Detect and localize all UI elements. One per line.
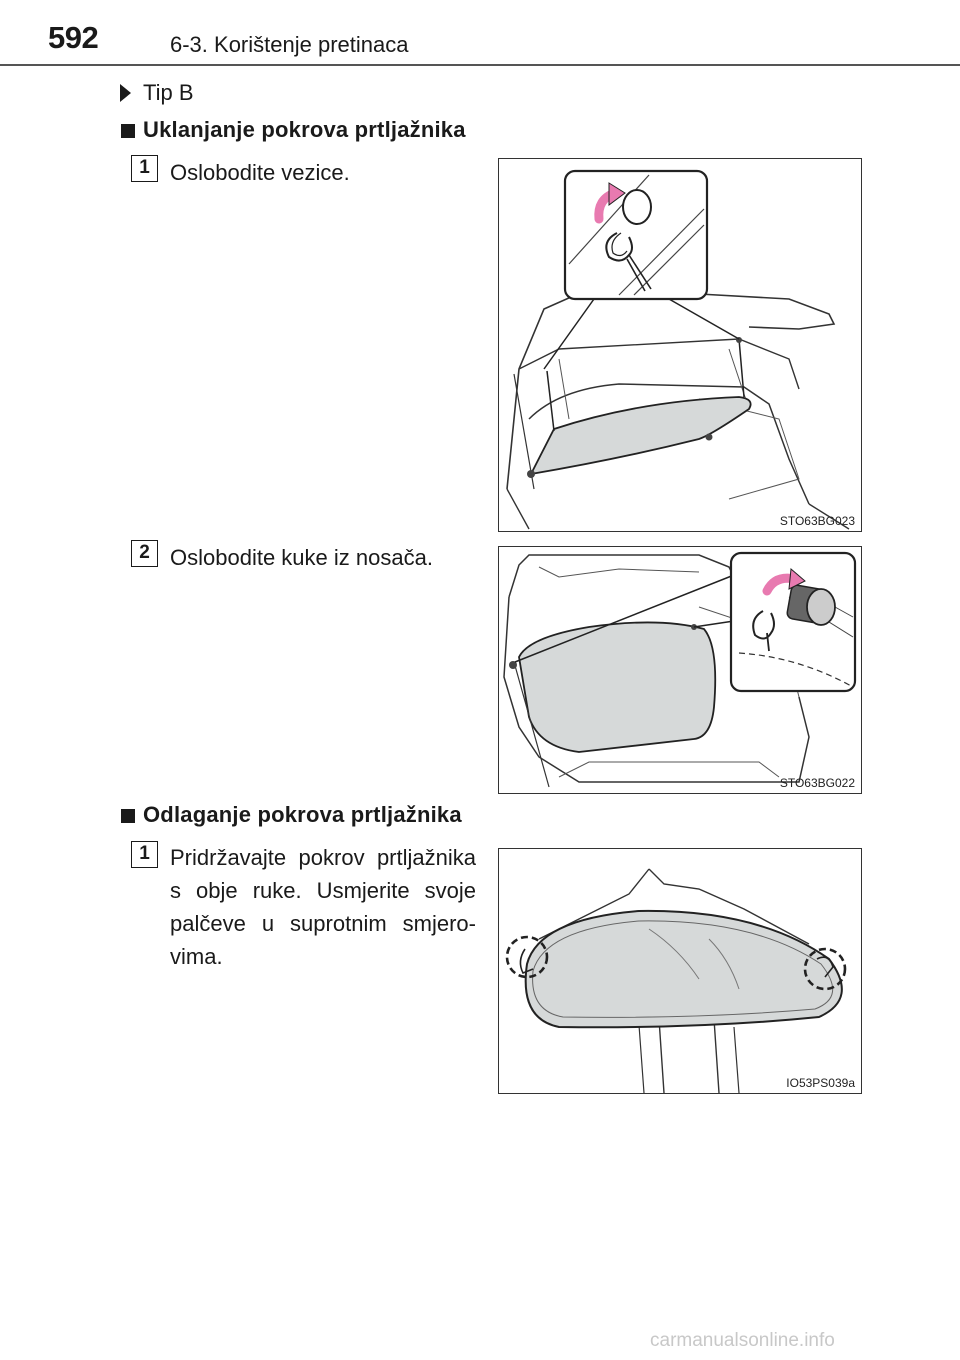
watermark: carmanualsonline.info (650, 1330, 835, 1351)
section-heading-removal: Uklanjanje pokrova prtljažnika (143, 117, 466, 142)
figure-hold-cover (498, 848, 862, 1094)
trunk-cover-strap-illustration (499, 159, 861, 531)
triangle-bullet-icon (120, 84, 131, 102)
figure-code: IO53PS039a (786, 1076, 855, 1090)
square-bullet-icon (121, 124, 135, 138)
type-label: Tip B (143, 80, 194, 105)
trunk-cover-hook-illustration (499, 547, 861, 793)
person-holding-cover-illustration (499, 849, 861, 1093)
step-text: Oslobodite kuke iz nosača. (170, 545, 433, 570)
step-number-box: 1 (131, 155, 158, 182)
section-heading-storage: Odlaganje pokrova prtljažnika (143, 802, 462, 827)
step-text: Pridržavajte pokrov prtljažnika s obje ruke. Usmjerite svoje palčeve u suprotnim smjero-vima. (170, 845, 476, 969)
step-number-box: 1 (131, 841, 158, 868)
step-number-box: 2 (131, 540, 158, 567)
page-number: 592 (48, 20, 99, 55)
square-bullet-icon (121, 809, 135, 823)
figure-release-hooks (498, 546, 862, 794)
section-title: 6-3. Korištenje pretinaca (170, 32, 409, 57)
figure-release-straps (498, 158, 862, 532)
figure-code: STO63BG023 (779, 514, 855, 528)
figure-code: STO63BG022 (779, 776, 855, 790)
header-rule (0, 64, 960, 66)
step-text: Oslobodite vezice. (170, 160, 350, 185)
